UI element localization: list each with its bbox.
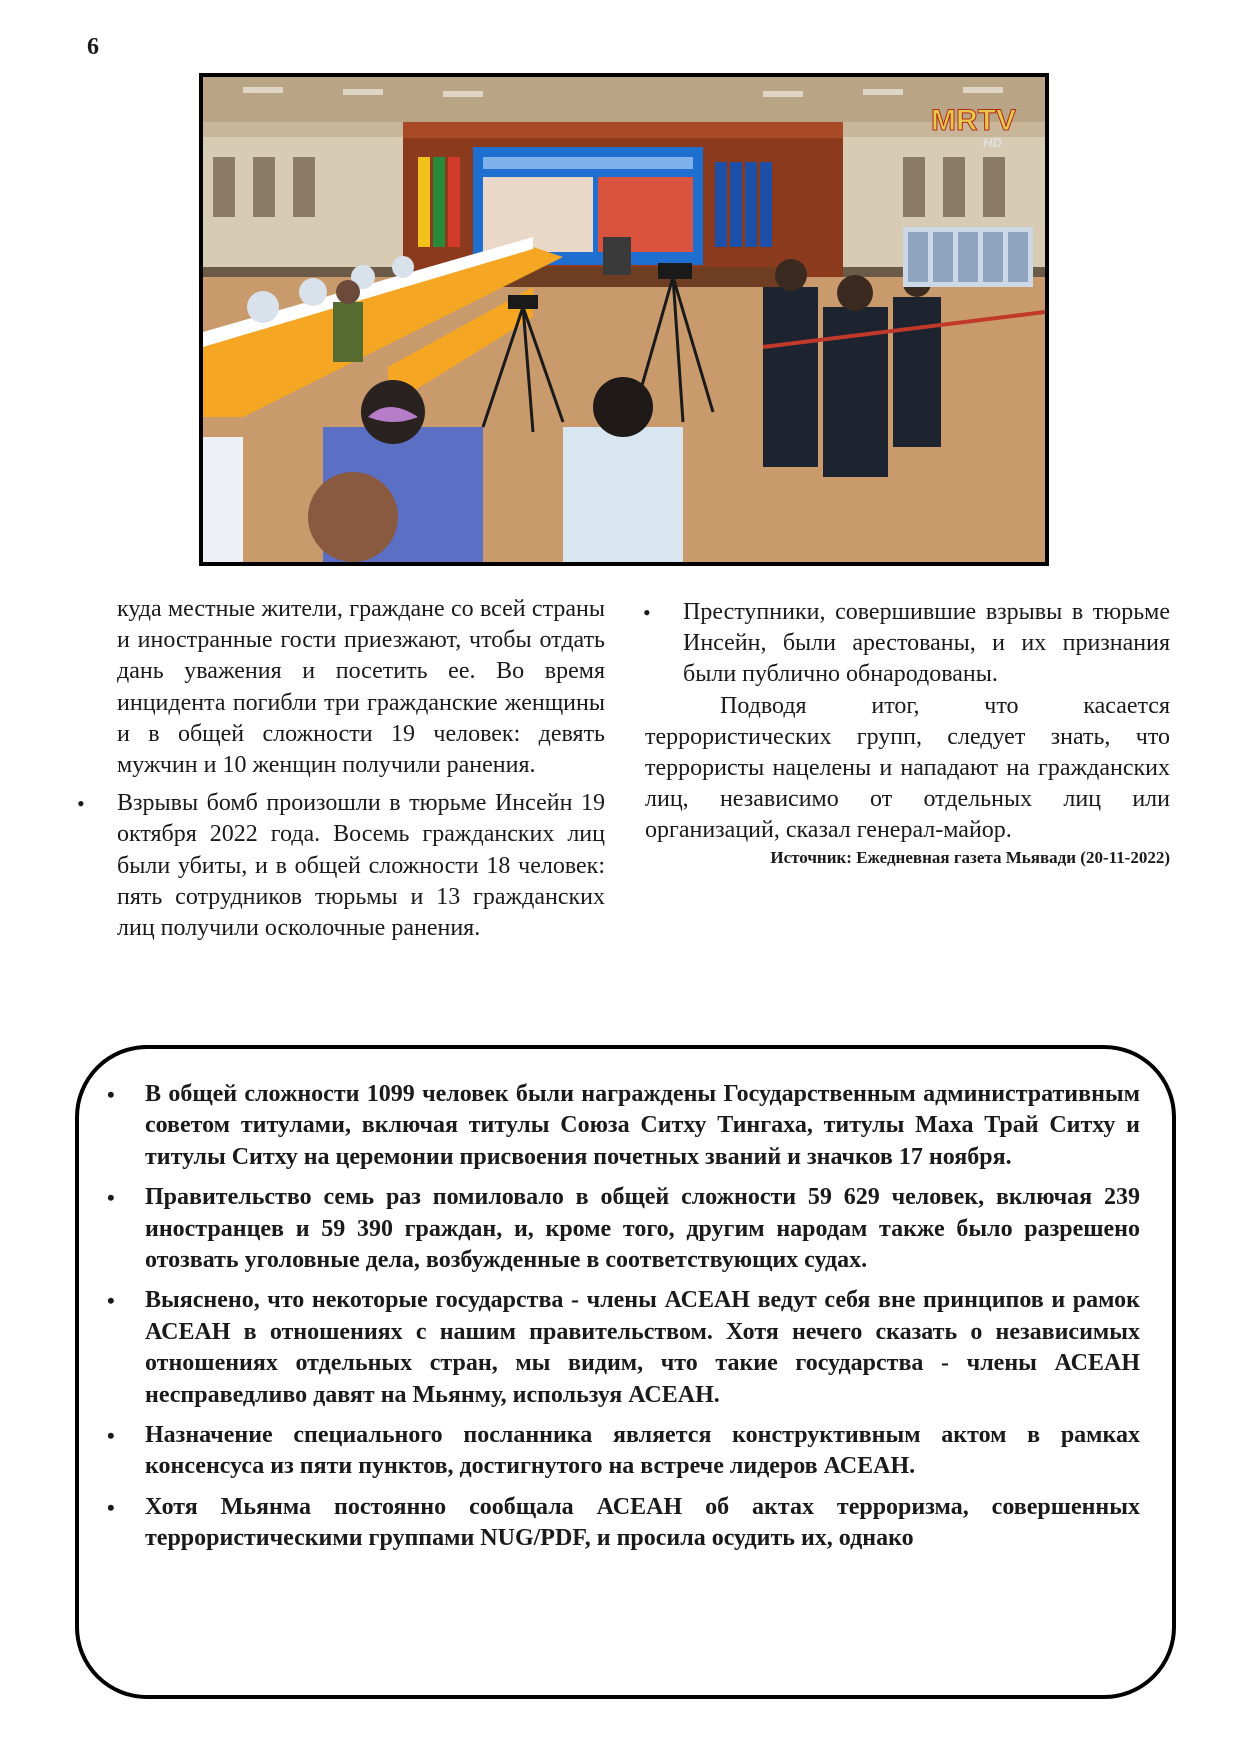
list-item-text: Выяснено, что некоторые государства - члены АСЕАН ведут себя вне принципов и рамок АСЕАН в отношениях с нашим правительством. Хотя нечего сказать о независимых отношениях отдельных стран, мы видим, что такие государства - члены АСЕАН несправедливо давят на Мьянму, используя АСЕАН. <box>145 1287 1140 1408</box>
bullet-icon: • <box>107 1288 115 1314</box>
left-text-column <box>77 594 605 944</box>
list-item-text: В общей сложности 1099 человек были награждены Государственным административным советом титулами, включая титулы Союза Ситху Тингаха, титулы Маха Трай Ситху и титулы Ситху на церемонии присвоения почетных званий и значков 17 ноября. <box>145 1081 1140 1170</box>
bullet-icon: • <box>107 1185 115 1211</box>
source-citation: Источник: Ежедневная газета Мьявади (20-11-2022) <box>770 847 1170 867</box>
press-conference-photo <box>199 73 1049 566</box>
right-text-column <box>645 597 1170 869</box>
conference-hall-image <box>203 77 1045 562</box>
bullet-icon: • <box>107 1494 115 1520</box>
list-item <box>107 1182 1140 1276</box>
list-item <box>107 1420 1140 1483</box>
page-number: 6 <box>87 34 99 60</box>
list-item-text: Преступники, совершившие взрывы в тюрьме Инсейн, были арестованы, и их признания были публично обнародованы. <box>683 599 1170 688</box>
list-item-text: Хотя Мьянма постоянно сообщала АСЕАН об актах терроризма, совершенных террористическими группами NUG/PDF, и просила осудить их, однако <box>145 1493 1140 1552</box>
summary-paragraph: Подводя итог, что касается террористических групп, следует знать, что террористы нацелены и нападают на гражданских лиц, независимо от отдельных лиц или организаций, сказал генерал-майор. <box>645 692 1170 844</box>
list-item <box>77 788 605 944</box>
bullet-icon: • <box>107 1082 115 1107</box>
mrtv-logo: MRTV <box>931 104 1016 137</box>
list-item-text: Правительство семь раз помиловало в общей сложности 59 629 человек, включая 239 иностранцев и 59 390 граждан, и, кроме того, другим народам также было разрешено отозвать уголовные дела, возбужденные в соответствующих судах. <box>145 1184 1140 1274</box>
bullet-icon: • <box>643 600 651 625</box>
list-item <box>107 1079 1140 1173</box>
highlights-list <box>107 1079 1140 1564</box>
bullet-icon: • <box>77 791 85 817</box>
list-item <box>107 1285 1140 1411</box>
continuation-paragraph: куда местные жители, граждане со всей страны и иностранные гости приезжают, чтобы отдать дань уважения и посетить ее. Во время инцидента погибли три гражданские женщины и в общей сложности 19 человек: девять мужчин и 10 женщин получили ранения. <box>117 596 605 779</box>
list-item-text: Назначение специального посланника является конструктивным актом в рамках консенсуса из пяти пунктов, достигнутого на встрече лидеров АСЕАН. <box>145 1422 1140 1480</box>
list-item <box>645 597 1170 691</box>
hd-logo: HD <box>983 135 1002 150</box>
bullet-icon: • <box>107 1423 115 1449</box>
list-item-text: Взрывы бомб произошли в тюрьме Инсейн 19 октября 2022 года. Восемь гражданских лиц были убиты, и в общей сложности 18 человек: пять сотрудников тюрьмы и 13 гражданских лиц получили осколочные ранения. <box>117 790 605 942</box>
list-item <box>107 1492 1140 1555</box>
